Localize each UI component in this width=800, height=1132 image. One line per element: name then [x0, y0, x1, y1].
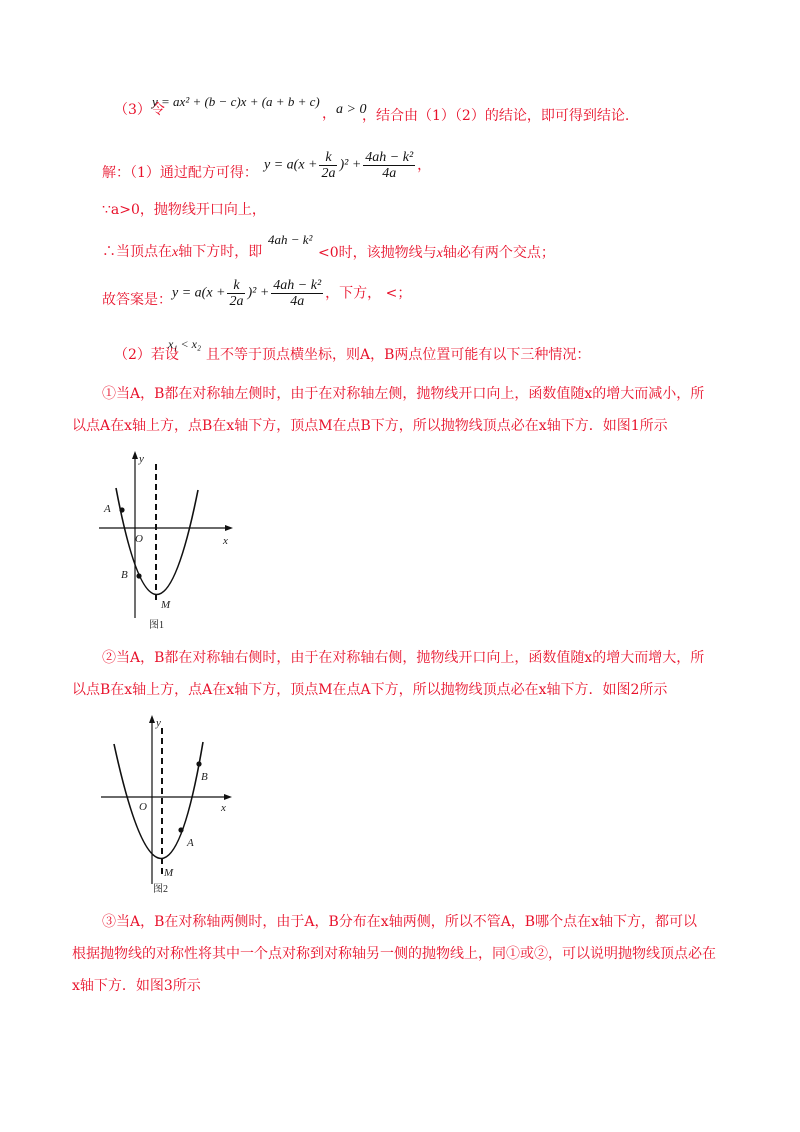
y-label: y — [139, 453, 144, 465]
formula-suffix: ，下方， <； — [325, 285, 412, 302]
fraction-k-2a — [227, 278, 245, 309]
point-b — [196, 761, 201, 766]
x-label: x — [223, 535, 228, 547]
part3-condition: a > 0 — [336, 102, 367, 117]
solution-line3-expr: 4ah − k² — [268, 232, 313, 247]
case1-line2: 以点A在x轴上方，点B在x轴下方，顶点M在点B下方，所以抛物线顶点必在x轴下方．如图1所示 — [72, 418, 668, 434]
fraction-4ah — [363, 150, 415, 181]
figure-caption: 图1 — [149, 620, 164, 631]
fraction-num: 4ah − k² — [365, 150, 414, 165]
y-axis-arrow-icon — [132, 451, 138, 459]
formula-suffix: ， — [417, 157, 432, 174]
case3-line1: ③当A，B在对称轴两侧时，由于A，B分布在x轴两侧，所以不管A，B哪个点在x轴下方，都可以 — [102, 914, 697, 930]
fraction-num: k — [319, 150, 337, 166]
answer-prefix: 故答案是： — [102, 292, 172, 308]
formula-part: )² + — [247, 285, 270, 301]
formula-part: y = a(x + — [172, 285, 226, 301]
figure-caption: 图2 — [153, 884, 168, 895]
point-b — [136, 573, 141, 578]
y-axis-arrow-icon — [149, 715, 155, 723]
x-axis-arrow-icon — [224, 794, 232, 800]
answer-formula — [172, 278, 411, 322]
solution-line2: ∵a>0，抛物线开口向上， — [102, 202, 266, 218]
part2-text: 且不等于顶点横坐标，则A，B两点位置可能有以下三种情况： — [206, 347, 591, 363]
point-a — [119, 507, 124, 512]
origin-label: O — [135, 533, 143, 545]
case3-line2: 根据抛物线的对称性将其中一个点对称到对称轴另一侧的抛物线上，同①或②，可以说明抛物线顶点必在 — [72, 946, 716, 962]
part2-prefix: （2）若设 — [114, 347, 179, 363]
fraction-4ah — [271, 278, 323, 309]
fraction-num: k — [227, 278, 245, 294]
fraction-den: 2a — [229, 294, 244, 309]
point-b-label: B — [121, 569, 128, 581]
x-axis-arrow-icon — [225, 525, 233, 531]
text-span: 轴下方时，即 — [178, 244, 263, 260]
figure-1 — [95, 448, 240, 638]
part3-label: （3）令 — [114, 102, 165, 118]
fraction-den: 2a — [321, 166, 336, 181]
formula-part: y = a(x + — [264, 157, 318, 173]
var-x: x — [172, 245, 179, 260]
text-span: 轴必有两个交点； — [442, 245, 555, 261]
figure-2-svg — [95, 712, 240, 902]
x-label: x — [221, 802, 226, 814]
var-x: x — [436, 246, 443, 261]
origin-label: O — [139, 801, 147, 813]
case2-line1: ②当A，B都在对称轴右侧时，由于在对称轴右侧，抛物线开口向上，函数值随x的增大而增大，所 — [102, 650, 705, 666]
figure-2 — [95, 712, 240, 902]
vertex-label: M — [164, 867, 174, 879]
case3-line3: x轴下方．如图3所示 — [72, 978, 201, 994]
figure-1-svg — [95, 448, 240, 638]
part3-text: ，结合由（1）（2）的结论，即可得到结论. — [362, 108, 630, 124]
vertex-label: M — [161, 599, 171, 611]
part2-inequality: x₁ < x₂ — [168, 337, 202, 351]
text-span: <0时，该抛物线与 — [318, 245, 437, 261]
part3-comma: ， — [322, 106, 336, 122]
y-label: y — [156, 717, 161, 729]
part3-formula: y = ax² + (b − c)x + (a + b + c) — [152, 94, 320, 109]
point-a-label: A — [104, 503, 111, 515]
text-span: ∴当顶点在 — [102, 244, 172, 260]
solution-line1-prefix: 解：（1）通过配方可得： — [102, 165, 258, 181]
solution-line1-formula — [264, 150, 431, 194]
fraction-k-2a — [319, 150, 337, 181]
point-a-label: A — [187, 837, 194, 849]
case2-line2: 以点B在x轴上方，点A在x轴下方，顶点M在点A下方，所以抛物线顶点必在x轴下方．如图2所示 — [72, 682, 668, 698]
solution-line3 — [102, 242, 262, 263]
fraction-den: 4a — [382, 166, 397, 181]
case1-line1: ①当A，B都在对称轴左侧时，由于在对称轴左侧，抛物线开口向上，函数值随x的增大而减小，所 — [102, 386, 705, 402]
fraction-den: 4a — [290, 294, 305, 309]
fraction-num: 4ah − k² — [273, 278, 322, 293]
solution-line3-rest — [318, 243, 555, 264]
formula-part: )² + — [339, 157, 362, 173]
point-b-label: B — [201, 771, 208, 783]
point-a — [178, 827, 183, 832]
